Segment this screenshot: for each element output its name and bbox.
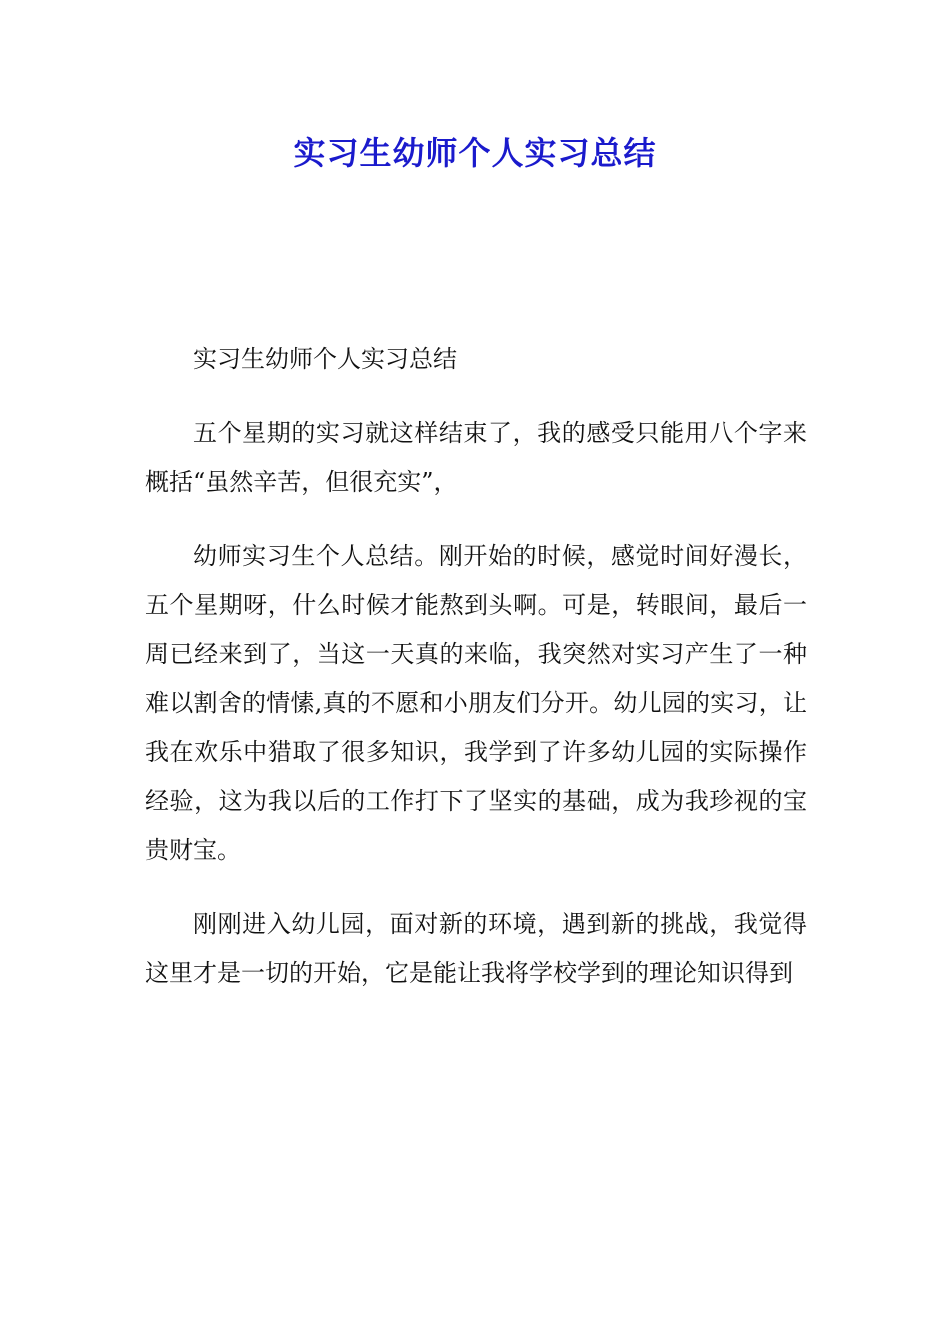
paragraph-summary: 幼师实习生个人总结。刚开始的时候，感觉时间好漫长，五个星期呀，什么时候才能熬到头啊。可是，转眼间，最后一周已经来到了，当这一天真的来临，我突然对实习产生了一种难以割舍的情愫,真的不愿和小朋友们分开。幼儿园的实习，让我在欢乐中猎取了很多知识，我学到了许多幼儿园的实际操作经验，这为我以后的工作打下了坚实的基础，成为我珍视的宝贵财宝。 — [145, 542, 807, 864]
paragraph-subtitle: 实习生幼师个人实习总结 — [193, 345, 457, 373]
document-body — [145, 335, 807, 1023]
paragraph-intro: 五个星期的实习就这样结束了，我的感受只能用八个字来概括“虽然辛苦，但很充实”， — [145, 419, 807, 496]
document-title: 实习生幼师个人实习总结 — [293, 134, 657, 172]
paragraph-beginning: 刚刚进入幼儿园，面对新的环境，遇到新的挑战，我觉得这里才是一切的开始，它是能让我将学校学到的理论知识得到 — [145, 910, 807, 987]
